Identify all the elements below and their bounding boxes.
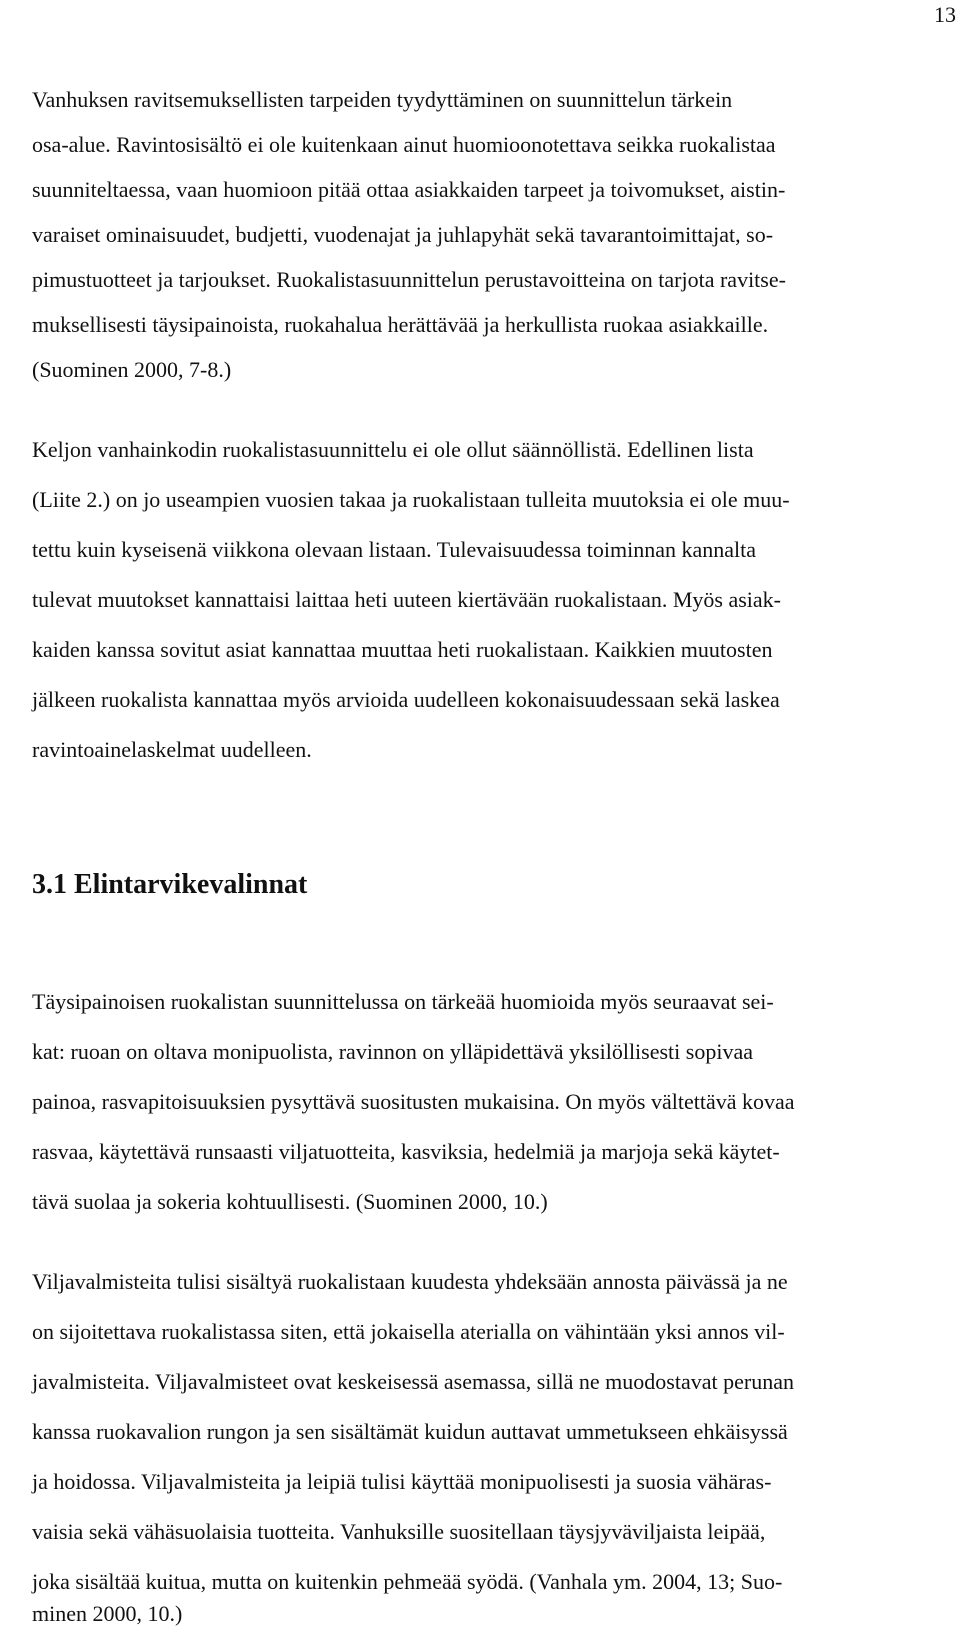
text-line: (Suominen 2000, 7-8.) — [32, 357, 232, 382]
text-line: varaiset ominaisuudet, budjetti, vuodenajat ja juhlapyhät sekä tavarantoimittajat, so- — [32, 222, 774, 247]
text-line: tävä suolaa ja sokeria kohtuullisesti. (Suominen 2000, 10.) — [32, 1189, 548, 1214]
text-line: Viljavalmisteita tulisi sisältyä ruokalistaan kuudesta yhdeksään annosta päivässä ja ne — [32, 1269, 788, 1294]
text-line: jälkeen ruokalista kannattaa myös arvioida uudelleen kokonaisuudessaan sekä laskea — [32, 687, 780, 712]
text-line: Täysipainoisen ruokalistan suunnittelussa on tärkeää huomioida myös seuraavat sei- — [32, 989, 774, 1014]
text-line: joka sisältää kuitua, mutta on kuitenkin pehmeää syödä. (Vanhala ym. 2004, 13; Suo- — [32, 1569, 783, 1594]
text-line: ravintoainelaskelmat uudelleen. — [32, 737, 312, 762]
text-line: suunniteltaessa, vaan huomioon pitää ottaa asiakkaiden tarpeet ja toivomukset, aistin- — [32, 177, 786, 202]
text-line: kaiden kanssa sovitut asiat kannattaa muuttaa heti ruokalistaan. Kaikkien muutosten — [32, 637, 773, 662]
text-line: rasvaa, käytettävä runsaasti viljatuotteita, kasviksia, hedelmiä ja marjoja sekä käytet- — [32, 1139, 780, 1164]
text-line: kat: ruoan on oltava monipuolista, ravinnon on ylläpidettävä yksilöllisesti sopivaa — [32, 1039, 753, 1064]
text-line: pimustuotteet ja tarjoukset. Ruokalistasuunnittelun perustavoitteina on tarjota ravitse- — [32, 267, 786, 292]
text-line: (Liite 2.) on jo useampien vuosien takaa ja ruokalistaan tulleita muutoksia ei ole muu- — [32, 487, 790, 512]
text-line: tettu kuin kyseisenä viikkona olevaan listaan. Tulevaisuudessa toiminnan kannalta — [32, 537, 757, 562]
text-line: javalmisteita. Viljavalmisteet ovat keskeisessä asemassa, sillä ne muodostavat perunan — [32, 1369, 794, 1394]
text-line: painoa, rasvapitoisuuksien pysyttävä suositusten mukaisina. On myös vältettävä kovaa — [32, 1089, 795, 1114]
text-line: vaisia sekä vähäsuolaisia tuotteita. Vanhuksille suositellaan täysjyväviljaista leipää, — [32, 1519, 766, 1544]
page-number: 13 — [934, 2, 956, 27]
text-line: Vanhuksen ravitsemuksellisten tarpeiden tyydyttäminen on suunnittelun tärkein — [32, 87, 733, 112]
text-line: Keljon vanhainkodin ruokalistasuunnittelu ei ole ollut säännöllistä. Edellinen lista — [32, 437, 754, 462]
section-heading: 3.1 Elintarvikevalinnat — [32, 869, 308, 900]
text-line: minen 2000, 10.) — [32, 1601, 183, 1626]
text-line: osa-alue. Ravintosisältö ei ole kuitenkaan ainut huomioonotettava seikka ruokalistaa — [32, 132, 776, 157]
text-line: tulevat muutokset kannattaisi laittaa heti uuteen kiertävään ruokalistaan. Myös asiak- — [32, 587, 781, 612]
text-line: on sijoitettava ruokalistassa siten, että jokaisella aterialla on vähintään yksi annos vil- — [32, 1319, 785, 1344]
text-line: muksellisesti täysipainoista, ruokahalua herättävää ja herkullista ruokaa asiakkaille. — [32, 312, 769, 337]
text-line: kanssa ruokavalion rungon ja sen sisältämät kuidun auttavat ummetukseen ehkäisyssä — [32, 1419, 788, 1444]
text-line: ja hoidossa. Viljavalmisteita ja leipiä tulisi käyttää monipuolisesti ja suosia vähäras- — [32, 1469, 772, 1494]
